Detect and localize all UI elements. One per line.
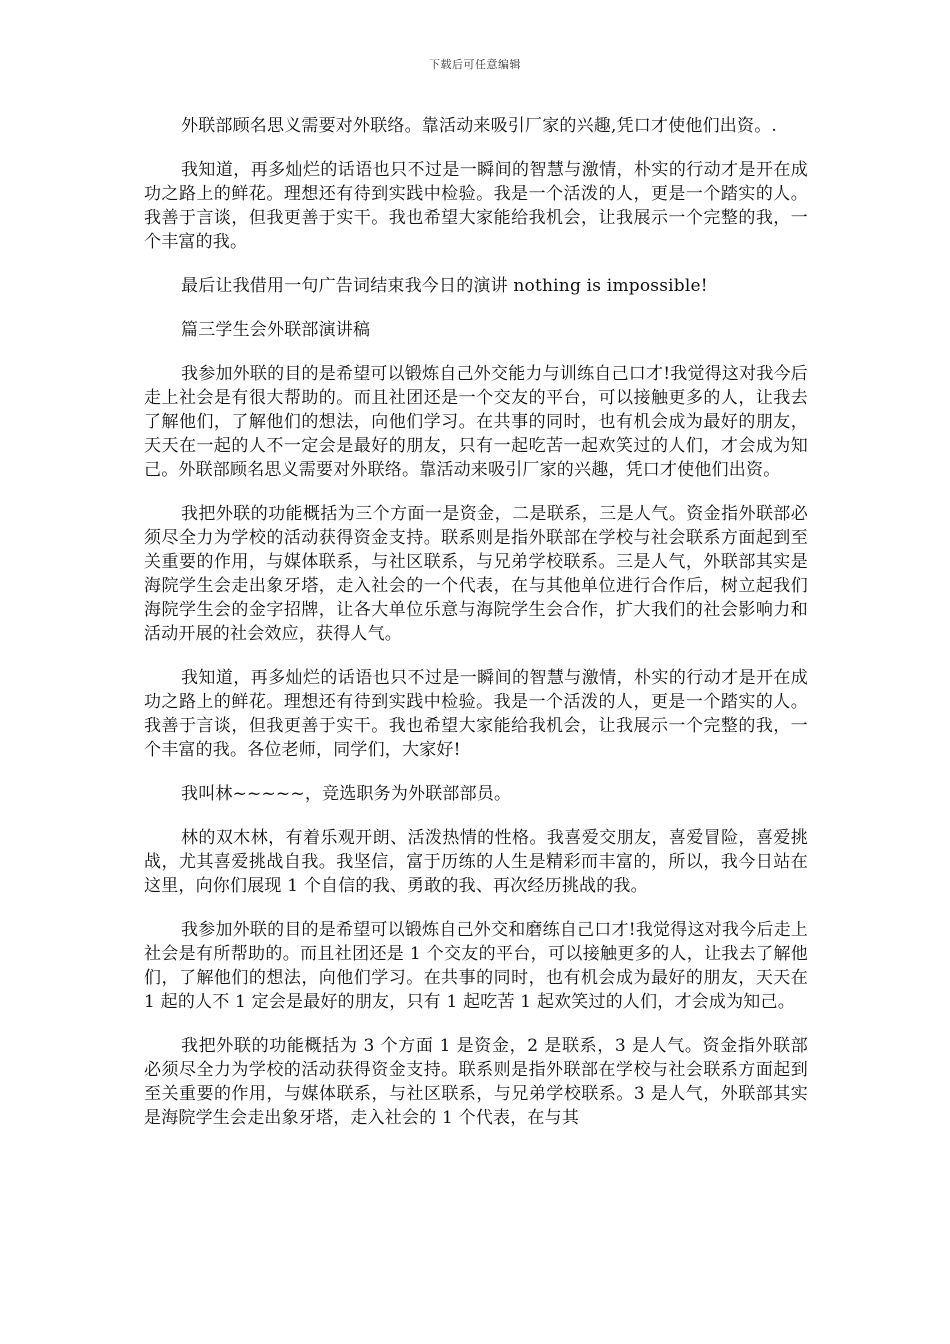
page-header-note: 下载后可任意编辑 <box>429 58 521 71</box>
paragraph: 我把外联的功能概括为 3 个方面 1 是资金，2 是联系，3 是人气。资金指外联部必须尽全力为学校的活动获得资金支持。联系则是指外联部在学校与社会联系方面起到至关重要的作用，与媒体联系，与社区联系，与兄弟学校联系。3 是人气，外联部其实是海院学生会走出象牙塔，走入社会的 1 个代表，在与其 <box>144 1036 808 1128</box>
section-heading: 篇三学生会外联部演讲稿 <box>181 320 371 340</box>
paragraph: 林的双木林，有着乐观开朗、活泼热情的性格。我喜爱交朋友，喜爱冒险，喜爱挑战，尤其喜爱挑战自我。我坚信，富于历练的人生是精彩而丰富的，所以，我今日站在这里，向你们展现 1 个自信的我、勇敢的我、再次经历挑战的我。 <box>144 828 808 896</box>
paragraph: 我叫林~~~~~，竞选职务为外联部部员。 <box>181 784 512 804</box>
paragraph: 我知道，再多灿烂的话语也只不过是一瞬间的智慧与激情，朴实的行动才是开在成功之路上的鲜花。理想还有待到实践中检验。我是一个活泼的人，更是一个踏实的人。我善于言谈，但我更善于实干。我也希望大家能给我机会，让我展示一个完整的我，一个丰富的我。各位老师，同学们，大家好! <box>144 668 808 760</box>
paragraph: 最后让我借用一句广告词结束我今日的演讲 nothing is impossible! <box>181 276 708 296</box>
document-body <box>144 114 808 1150</box>
paragraph: 外联部顾名思义需要对外联络。靠活动来吸引厂家的兴趣,凭口才使他们出资。. <box>181 116 778 136</box>
paragraph: 我参加外联的目的是希望可以锻炼自己外交和磨练自己口才!我觉得这对我今后走上社会是有所帮助的。而且社团还是 1 个交友的平台，可以接触更多的人，让我去了解他们，了解他们的想法，向他们学习。在共事的同时，也有机会成为最好的朋友，天天在 1 起的人不 1 定会是最好的朋友，只有 1 起吃苦 1 起欢笑过的人们，才会成为知己。 <box>144 920 808 1012</box>
paragraph: 我知道，再多灿烂的话语也只不过是一瞬间的智慧与激情，朴实的行动才是开在成功之路上的鲜花。理想还有待到实践中检验。我是一个活泼的人，更是一个踏实的人。我善于言谈，但我更善于实干。我也希望大家能给我机会，让我展示一个完整的我，一个丰富的我。 <box>144 160 808 252</box>
paragraph: 我参加外联的目的是希望可以锻炼自己外交能力与训练自己口才!我觉得这对我今后走上社会是有很大帮助的。而且社团还是一个交友的平台，可以接触更多的人，让我去了解他们，了解他们的想法，向他们学习。在共事的同时，也有机会成为最好的朋友，天天在一起的人不一定会是最好的朋友，只有一起吃苦一起欢笑过的人们，才会成为知己。外联部顾名思义需要对外联络。靠活动来吸引厂家的兴趣，凭口才使他们出资。 <box>144 364 808 480</box>
paragraph: 我把外联的功能概括为三个方面一是资金，二是联系，三是人气。资金指外联部必须尽全力为学校的活动获得资金支持。联系则是指外联部在学校与社会联系方面起到至关重要的作用，与媒体联系，与社区联系，与兄弟学校联系。三是人气，外联部其实是海院学生会走出象牙塔，走入社会的一个代表，在与其他单位进行合作后，树立起我们海院学生会的金字招牌，让各大单位乐意与海院学生会合作，扩大我们的社会影响力和活动开展的社会效应，获得人气。 <box>144 504 808 644</box>
